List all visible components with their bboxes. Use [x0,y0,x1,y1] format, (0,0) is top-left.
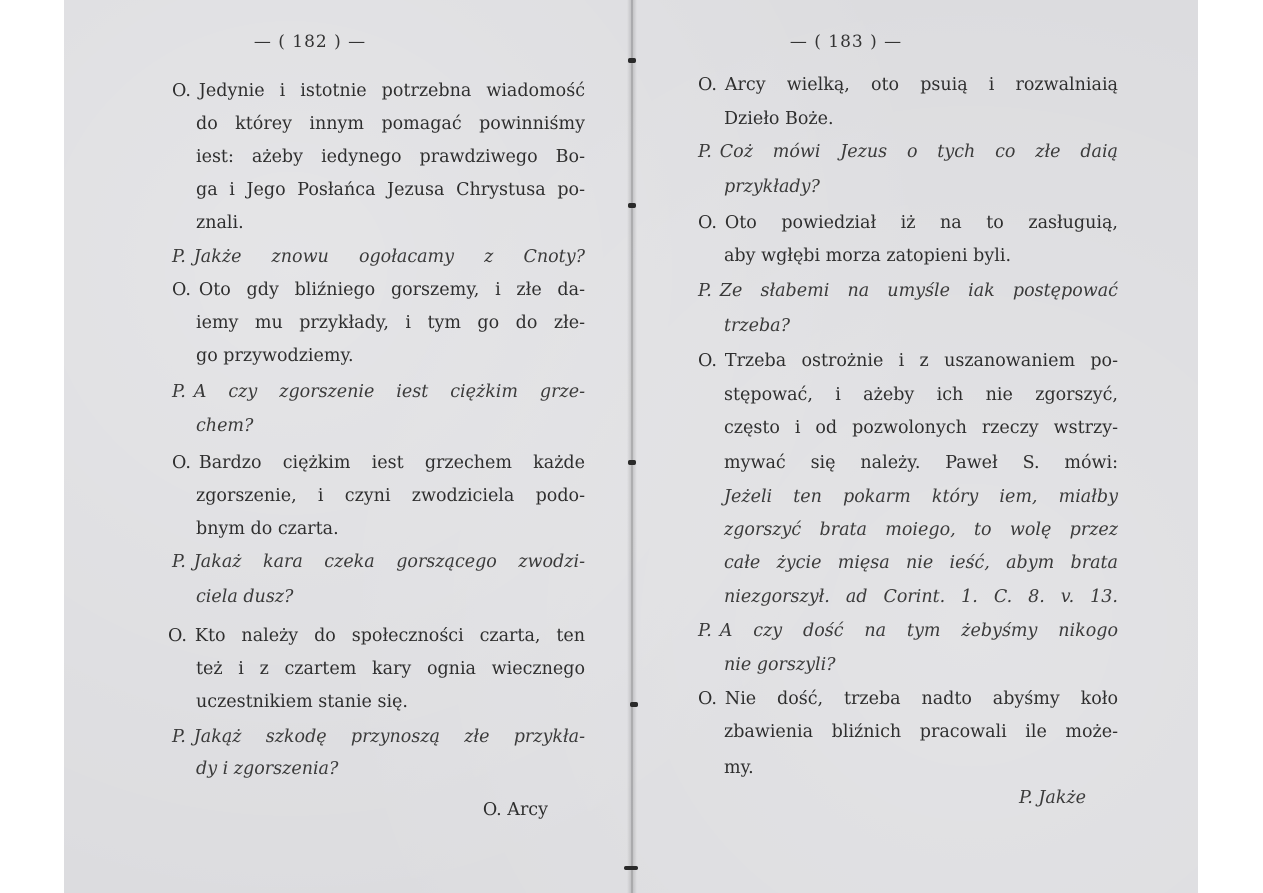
question-line: P. Jakaż kara czeka gorszącego zwodzi- [172,552,585,572]
text-line: do którey innym pomagać powinniśmy [196,114,585,134]
text-line: my. [724,758,754,778]
binding-thread-mark [628,58,636,63]
text-line: często i od pozwolonych rzeczy wstrzy- [724,418,1118,438]
text-line: ga i Jego Posłańca Jezusa Chrystusa po- [196,180,585,200]
question-line: P. Ze słabemi na umyśle iak postępować [698,281,1118,301]
text-line: bnym do czarta. [196,519,339,539]
page-number-182: — ( 182 ) — [253,32,367,52]
text-line: iemy mu przykłady, i tym go do złe- [196,313,585,333]
question-line: P. Jakże znowu ogołacamy z Cnoty? [172,247,585,267]
question-line: ciela dusz? [196,587,294,607]
text-line: znali. [196,213,244,233]
scripture-quote-line: zgorszyć brata moiego, to wolę przez [724,520,1118,540]
text-line: zbawienia bliźnich pracowali ile może- [724,722,1118,742]
text-line: O. Kto należy do społeczności czarta, ten [168,626,585,646]
text-line: O. Jedynie i istotnie potrzebna wiadomość [172,81,585,101]
binding-thread-mark [628,203,636,208]
text-line: aby wgłębi morza zatopieni byli. [724,246,1012,266]
scripture-quote-line: Jeżeli ten pokarm który iem, miałby [724,487,1118,507]
text-line: też i z czartem kary ognia wiecznego [196,659,585,679]
text-line: O. Oto gdy bliźniego gorszemy, i złe da- [172,280,585,300]
question-line: P. A czy zgorszenie iest ciężkim grze- [172,382,585,402]
question-line: dy i zgorszenia? [196,759,339,779]
text-line: stępować, i ażeby ich nie zgorszyć, [724,385,1118,405]
text-line: O. Nie dość, trzeba nadto abyśmy koło [698,689,1118,709]
question-line: trzeba? [724,316,790,336]
right-page [636,0,1118,893]
question-line: P. Coż mówi Jezus o tych co złe daią [698,142,1118,162]
scripture-quote-line: niezgorszył. ad Corint. 1. C. 8. v. 13. [724,587,1118,607]
question-line: chem? [196,416,254,436]
text-line: zgorszenie, i czyni zwodziciela podo- [196,486,585,506]
text-line: uczestnikiem stanie się. [196,692,408,712]
scripture-quote-line: całe życie mięsa nie ieść, abym brata [724,553,1118,573]
question-line: przykłady? [724,177,820,197]
left-page [100,0,585,893]
question-line: P. Jakąż szkodę przynoszą złe przykła- [172,727,585,747]
question-line: P. A czy dość na tym żebyśmy nikogo [698,621,1118,641]
text-line: mywać się należy. Paweł S. mówi: [724,453,1118,473]
text-line: Dzieło Boże. [724,109,834,129]
catchword: O. Arcy [482,800,548,820]
text-line: go przywodziemy. [196,346,354,366]
binding-thread-mark [628,460,636,465]
catchword: P. Jakże [1019,788,1086,808]
text-line: iest: ażeby iedynego prawdziwego Bo- [196,147,585,167]
text-line: O. Bardzo ciężkim iest grzechem każde [172,453,585,473]
text-line: O. Oto powiedział iż na to zasługuią, [698,213,1118,233]
question-line: nie gorszyli? [724,655,836,675]
page-number-183: — ( 183 ) — [789,32,903,52]
text-line: O. Arcy wielką, oto psuią i rozwalniaią [698,75,1118,95]
text-line: O. Trzeba ostrożnie i z uszanowaniem po- [698,351,1118,371]
